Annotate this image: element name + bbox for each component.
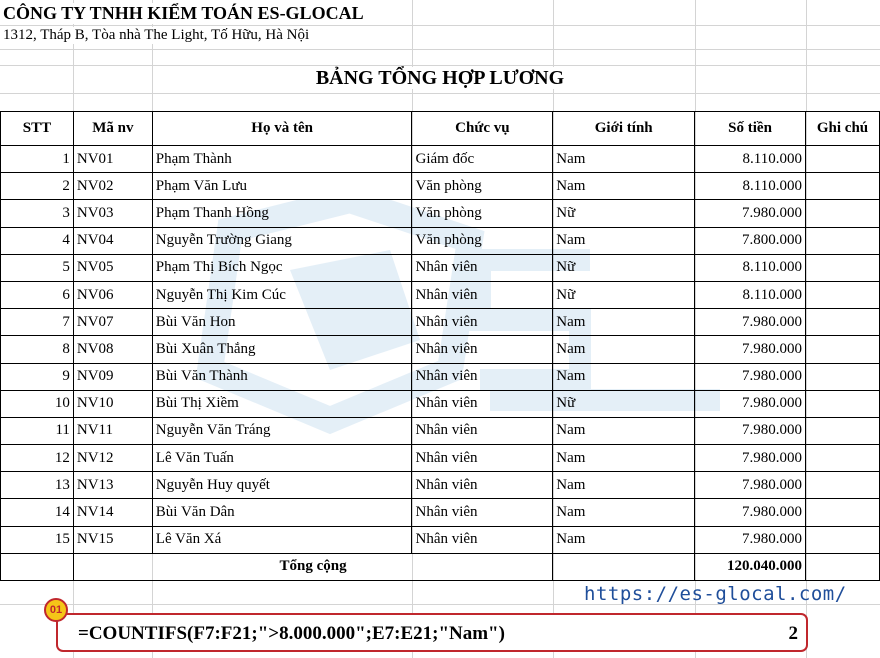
cell-name[interactable]: Nguyễn Thị Kim Cúc [152,281,412,308]
total-blank-cell[interactable] [553,553,695,580]
total-amount[interactable]: 120.040.000 [695,553,806,580]
col-header-position: Chức vụ [412,112,553,146]
cell-name[interactable]: Phạm Thanh Hồng [152,200,412,227]
cell-position[interactable]: Nhân viên [412,254,553,281]
sheet-title [0,67,880,90]
cell-code[interactable]: NV02 [73,173,152,200]
cell-stt[interactable]: 2 [1,173,74,200]
cell-position[interactable]: Văn phòng [412,173,553,200]
cell-amount[interactable]: 7.980.000 [695,499,806,526]
cell-name[interactable]: Bùi Văn Hon [152,309,412,336]
cell-stt[interactable]: 6 [1,281,74,308]
cell-position[interactable]: Văn phòng [412,200,553,227]
gridline [0,49,880,50]
cell-position[interactable]: Nhân viên [412,281,553,308]
cell-amount[interactable]: 8.110.000 [695,281,806,308]
formula-callout [56,613,808,652]
cell-note[interactable] [806,499,880,526]
cell-note[interactable] [806,526,880,553]
cell-note[interactable] [806,390,880,417]
company-address: 1312, Tháp B, Tòa nhà The Light, Tố Hữu, Hà Nội [3,27,313,44]
salary-table [0,111,880,581]
cell-code[interactable]: NV01 [73,146,152,173]
cell-gender[interactable]: Nữ [553,281,695,308]
cell-amount[interactable]: 8.110.000 [695,173,806,200]
cell-gender[interactable]: Nam [553,499,695,526]
cell-name[interactable]: Lê Văn Xá [152,526,412,553]
cell-stt[interactable]: 1 [1,146,74,173]
formula-text: =COUNTIFS(F7:F21;">8.000.000";E7:E21;"Nam") [78,623,505,644]
total-label[interactable]: Tổng cộng [73,553,552,580]
cell-note[interactable] [806,309,880,336]
cell-amount[interactable]: 8.110.000 [695,254,806,281]
table-row [1,499,880,526]
cell-gender[interactable]: Nữ [553,254,695,281]
cell-gender[interactable]: Nam [553,336,695,363]
cell-stt[interactable]: 13 [1,472,74,499]
cell-position[interactable]: Nhân viên [412,309,553,336]
website-link[interactable]: https://es-glocal.com/ [584,583,847,605]
table-row [1,526,880,553]
cell-stt[interactable]: 14 [1,499,74,526]
cell-name[interactable]: Nguyễn Huy quyết [152,472,412,499]
cell-gender[interactable]: Nam [553,445,695,472]
total-row [1,553,880,580]
cell-note[interactable] [806,146,880,173]
cell-stt[interactable]: 8 [1,336,74,363]
cell-note[interactable] [806,281,880,308]
company-name: CÔNG TY TNHH KIỂM TOÁN ES-GLOCAL [3,3,368,24]
gridline [0,25,880,26]
cell-note[interactable] [806,336,880,363]
cell-gender[interactable]: Nam [553,309,695,336]
cell-position[interactable]: Nhân viên [412,390,553,417]
col-header-name: Họ và tên [152,112,412,146]
cell-amount[interactable]: 7.980.000 [695,472,806,499]
cell-amount[interactable]: 7.980.000 [695,445,806,472]
step-badge: 01 [44,598,68,622]
table-row [1,363,880,390]
cell-name[interactable]: Nguyễn Văn Tráng [152,417,412,444]
cell-note[interactable] [806,173,880,200]
cell-stt[interactable]: 12 [1,445,74,472]
cell-code[interactable]: NV04 [73,227,152,254]
table-row [1,390,880,417]
col-header-code: Mã nv [73,112,152,146]
cell-stt[interactable]: 9 [1,363,74,390]
cell-position[interactable]: Nhân viên [412,336,553,363]
cell-name[interactable]: Bùi Văn Dân [152,499,412,526]
table-row [1,336,880,363]
cell-amount[interactable]: 7.980.000 [695,336,806,363]
cell-amount[interactable]: 7.980.000 [695,309,806,336]
cell-note[interactable] [806,254,880,281]
cell-position[interactable]: Nhân viên [412,417,553,444]
cell-code[interactable]: NV07 [73,309,152,336]
cell-amount[interactable]: 7.980.000 [695,390,806,417]
cell-amount[interactable]: 7.980.000 [695,417,806,444]
cell-position[interactable]: Văn phòng [412,227,553,254]
table-row [1,200,880,227]
table-header-row [1,112,880,146]
cell-amount[interactable]: 8.110.000 [695,146,806,173]
table-row [1,309,880,336]
cell-name[interactable]: Phạm Thị Bích Ngọc [152,254,412,281]
cell-gender[interactable]: Nam [553,173,695,200]
cell-gender[interactable]: Nam [553,363,695,390]
cell-gender[interactable]: Nữ [553,390,695,417]
table-row [1,254,880,281]
cell-stt[interactable]: 5 [1,254,74,281]
cell-name[interactable]: Bùi Xuân Thắng [152,336,412,363]
cell-note[interactable] [806,445,880,472]
cell-name[interactable]: Phạm Thành [152,146,412,173]
cell-code[interactable]: NV06 [73,281,152,308]
cell-amount[interactable]: 7.980.000 [695,363,806,390]
gridline [0,93,880,94]
cell-amount[interactable]: 7.980.000 [695,200,806,227]
cell-name[interactable]: Phạm Văn Lưu [152,173,412,200]
cell-name[interactable]: Bùi Thị Xiềm [152,390,412,417]
cell-gender[interactable]: Nữ [553,200,695,227]
cell-position[interactable]: Nhân viên [412,499,553,526]
cell-name[interactable]: Bùi Văn Thành [152,363,412,390]
cell-gender[interactable]: Nam [553,526,695,553]
cell-code[interactable]: NV03 [73,200,152,227]
cell-code[interactable]: NV09 [73,363,152,390]
cell-position[interactable]: Giám đốc [412,146,553,173]
total-blank-cell[interactable] [1,553,74,580]
cell-code[interactable]: NV11 [73,417,152,444]
sheet-title-text: BẢNG TỔNG HỢP LƯƠNG [310,67,570,89]
cell-note[interactable] [806,227,880,254]
cell-stt[interactable]: 10 [1,390,74,417]
cell-code[interactable]: NV13 [73,472,152,499]
cell-position[interactable]: Nhân viên [412,526,553,553]
table-row [1,472,880,499]
cell-code[interactable]: NV14 [73,499,152,526]
col-header-amount: Số tiền [695,112,806,146]
table-row [1,146,880,173]
cell-note[interactable] [806,200,880,227]
cell-note[interactable] [806,417,880,444]
cell-note[interactable] [806,363,880,390]
table-row [1,445,880,472]
table-row [1,417,880,444]
cell-code[interactable]: NV12 [73,445,152,472]
cell-name[interactable]: Lê Văn Tuấn [152,445,412,472]
cell-position[interactable]: Nhân viên [412,363,553,390]
total-note-cell[interactable] [806,553,880,580]
cell-gender[interactable]: Nam [553,417,695,444]
cell-name[interactable]: Nguyễn Trường Giang [152,227,412,254]
cell-stt[interactable]: 15 [1,526,74,553]
table-row [1,227,880,254]
cell-position[interactable]: Nhân viên [412,472,553,499]
cell-stt[interactable]: 7 [1,309,74,336]
cell-amount[interactable]: 7.980.000 [695,526,806,553]
col-header-stt: STT [1,112,74,146]
table-row [1,281,880,308]
cell-code[interactable]: NV10 [73,390,152,417]
cell-code[interactable]: NV08 [73,336,152,363]
col-header-gender: Giới tính [553,112,695,146]
cell-code[interactable]: NV05 [73,254,152,281]
table-row [1,173,880,200]
cell-gender[interactable]: Nam [553,472,695,499]
col-header-note: Ghi chú [806,112,880,146]
cell-code[interactable]: NV15 [73,526,152,553]
cell-stt[interactable]: 3 [1,200,74,227]
cell-gender[interactable]: Nam [553,227,695,254]
cell-gender[interactable]: Nam [553,146,695,173]
cell-note[interactable] [806,472,880,499]
formula-result: 2 [788,623,798,644]
cell-stt[interactable]: 11 [1,417,74,444]
cell-position[interactable]: Nhân viên [412,445,553,472]
cell-stt[interactable]: 4 [1,227,74,254]
gridline [0,65,880,66]
cell-amount[interactable]: 7.800.000 [695,227,806,254]
